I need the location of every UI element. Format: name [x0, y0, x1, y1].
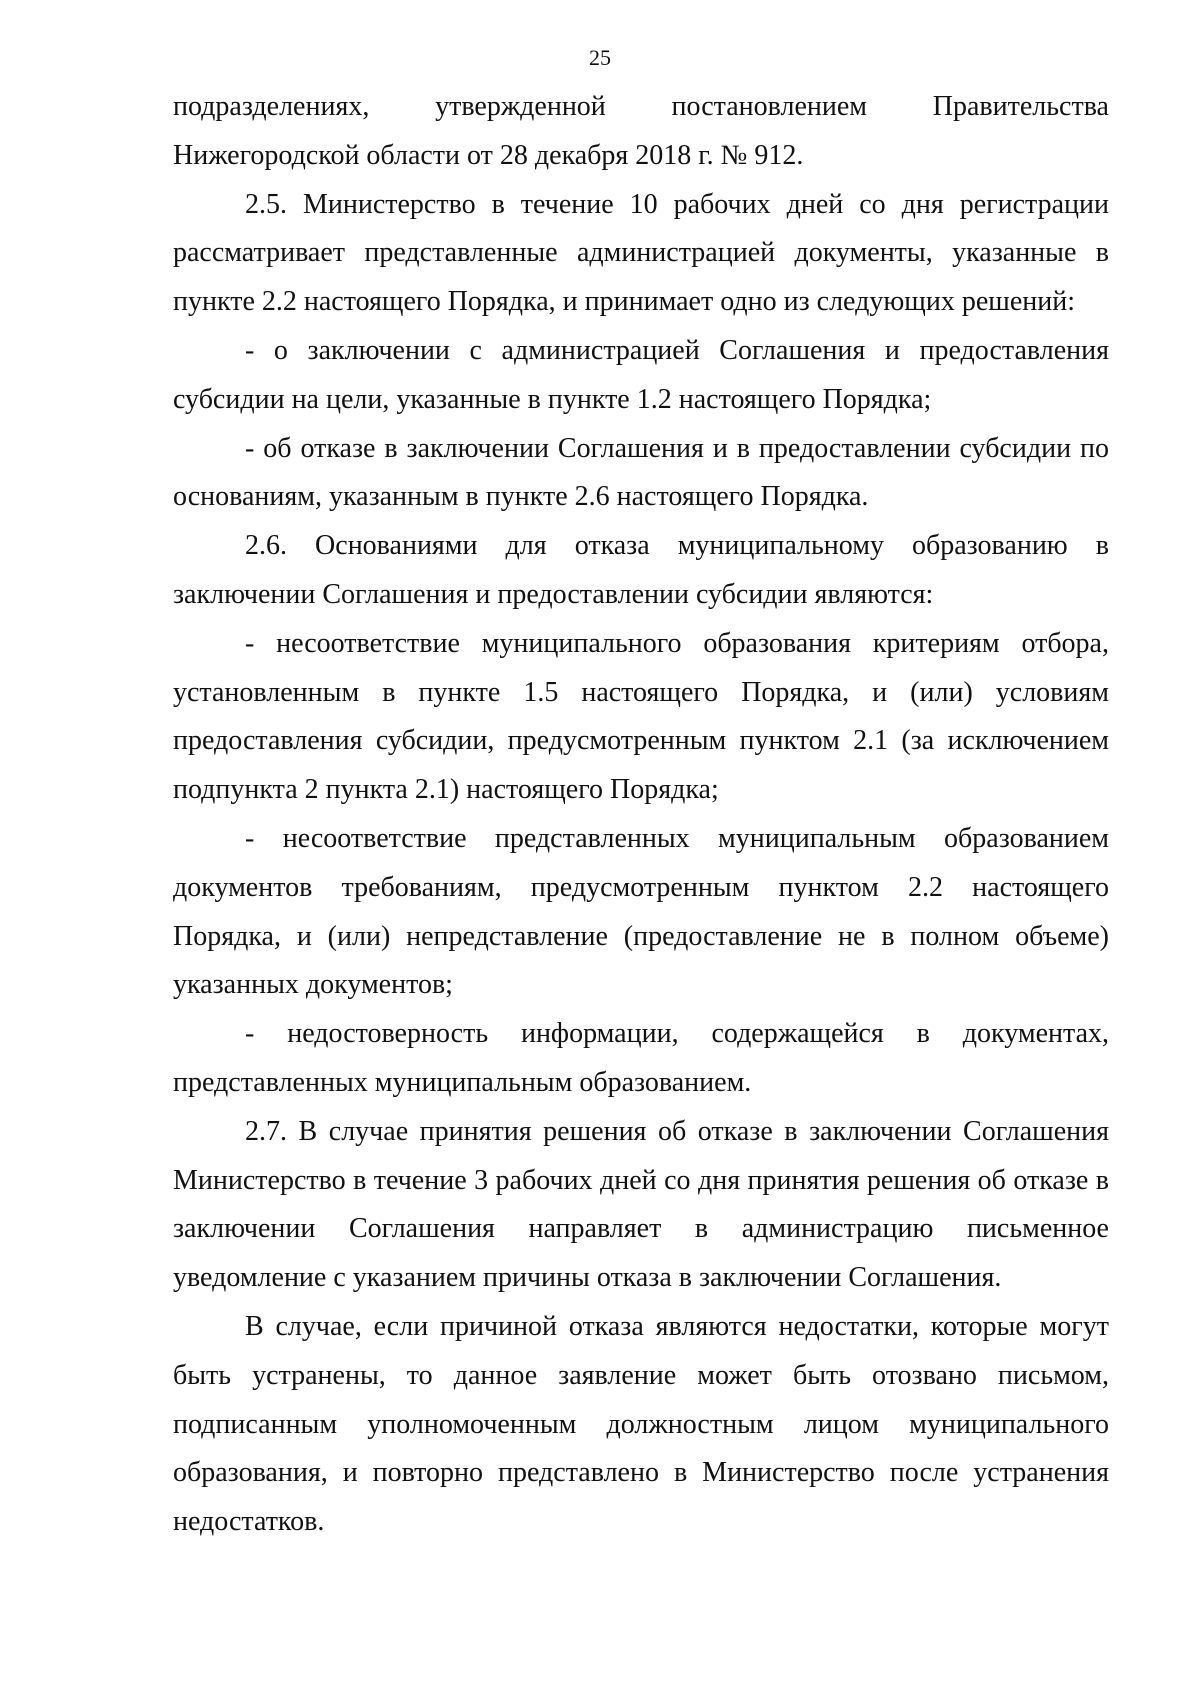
- document-body: [173, 83, 1109, 1547]
- paragraph-recall: В случае, если причиной отказа являются недостатки, которые могут быть устранены, то данное заявление может быть отозвано письмом, подписанным уполномоченным должностным лицом муниципального образования, и повторно представлено в Министерство после устранения недостатков.: [173, 1310, 1109, 1538]
- list-item-conclusion: - о заключении с администрацией Соглашения и предоставления субсидии на цели, указанные в пункте 1.2 настоящего Порядка;: [173, 334, 1109, 415]
- paragraph-2-6: 2.6. Основаниями для отказа муниципальному образованию в заключении Соглашения и предоставлении субсидии являются:: [173, 530, 1109, 610]
- list-item-unreliable-info: - недостоверность информации, содержащейся в документах, представленных муниципальным образованием.: [173, 1018, 1109, 1098]
- paragraph-2-7: 2.7. В случае принятия решения об отказе в заключении Соглашения Министерство в течение 3 рабочих дней со дня принятия решения об отказе в заключении Соглашения направляет в администрацию письменное уведомление с указанием причины отказа в заключении Соглашения.: [173, 1115, 1109, 1294]
- list-item-refusal: - об отказе в заключении Соглашения и в предоставлении субсидии по основаниям, указанным в пункте 2.6 настоящего Порядка.: [173, 432, 1109, 513]
- paragraph-continuation: подразделениях, утвержденной постановлением Правительства Нижегородской области от 28 декабря 2018 г. № 912.: [173, 91, 1109, 171]
- paragraph-2-5: 2.5. Министерство в течение 10 рабочих дней со дня регистрации рассматривает представленные администрацией документы, указанные в пункте 2.2 настоящего Порядка, и принимает одно из следующих решений:: [173, 188, 1109, 318]
- list-item-criteria-mismatch: - несоответствие муниципального образования критериям отбора, установленным в пункте 1.5 настоящего Порядка, и (или) условиям предоставления субсидии, предусмотренным пунктом 2.1 (за исключением подпункта 2 пункта 2.1) настоящего Порядка;: [173, 627, 1109, 806]
- page-number: 25: [589, 45, 611, 70]
- list-item-documents-mismatch: - несоответствие представленных муниципальным образованием документов требованиям, предусмотренным пунктом 2.2 настоящего Порядка, и (или) непредставление (предоставление не в полном объеме) указанных документов;: [173, 822, 1109, 1001]
